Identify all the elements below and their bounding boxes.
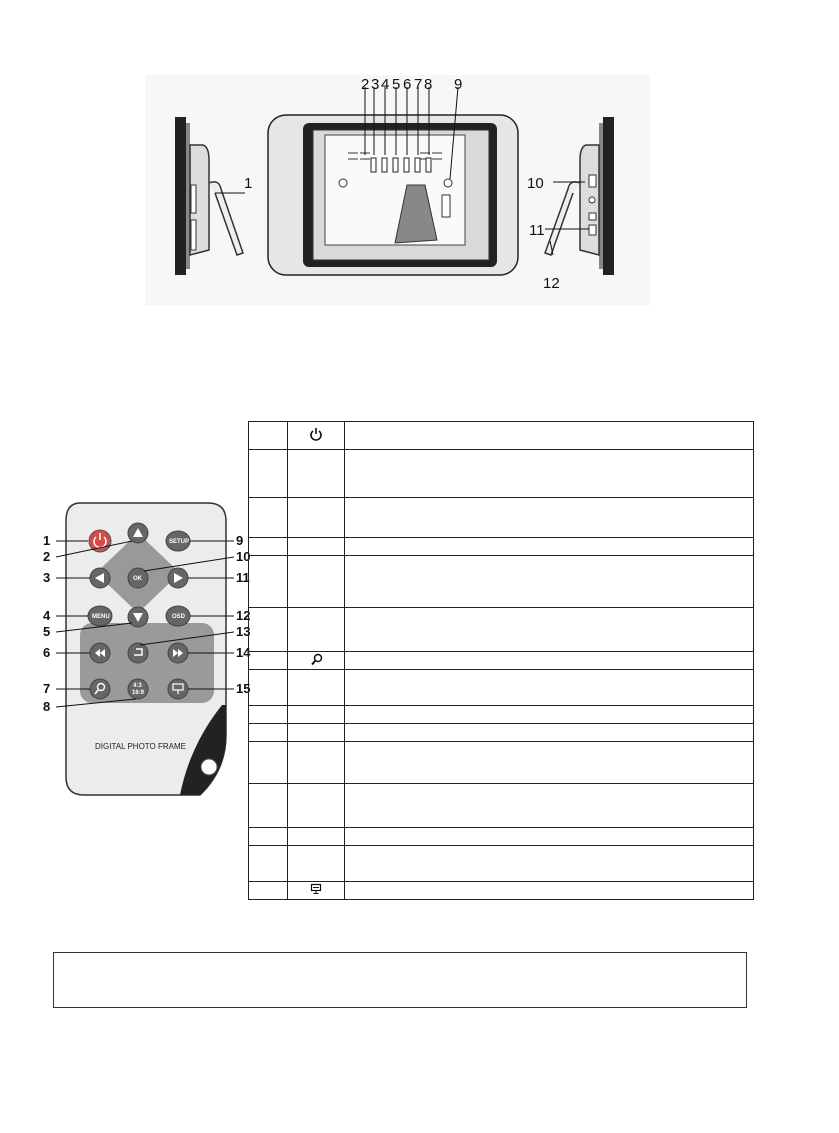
table-cell-icon xyxy=(288,652,345,670)
table-cell-number xyxy=(249,784,288,828)
back-view xyxy=(268,87,518,275)
table-row xyxy=(249,706,754,724)
table-row xyxy=(249,882,754,900)
table-cell-icon xyxy=(288,556,345,608)
callout-4: 4 xyxy=(381,76,390,93)
table-cell-number xyxy=(249,450,288,498)
remote-callout-15: 15 xyxy=(236,681,251,696)
table-cell-description xyxy=(345,538,754,556)
table-cell-icon xyxy=(288,498,345,538)
table-cell-icon xyxy=(288,706,345,724)
table-cell-icon xyxy=(288,828,345,846)
table-cell-description xyxy=(345,724,754,742)
remote-callout-5: 5 xyxy=(43,624,51,639)
remote-callout-1: 1 xyxy=(43,533,51,548)
table-row xyxy=(249,450,754,498)
table-cell-icon xyxy=(288,846,345,882)
table-cell-description xyxy=(345,706,754,724)
table-cell-description xyxy=(345,450,754,498)
remote-callout-12: 12 xyxy=(236,608,251,623)
remote-control-drawing xyxy=(40,495,255,805)
table-cell-description xyxy=(345,608,754,652)
setup-button-label: SETUP xyxy=(169,539,190,545)
callout-1: 1 xyxy=(244,175,253,192)
callout-2: 2 xyxy=(361,76,370,93)
table-cell-icon xyxy=(288,450,345,498)
table-row xyxy=(249,556,754,608)
table-row xyxy=(249,724,754,742)
remote-callout-11: 11 xyxy=(236,570,250,585)
table-cell-description xyxy=(345,846,754,882)
table-row xyxy=(249,498,754,538)
power-icon xyxy=(309,427,323,444)
table-cell-description xyxy=(345,742,754,784)
table-row xyxy=(249,670,754,706)
remote-callout-14: 14 xyxy=(236,645,251,660)
callout-10: 10 xyxy=(527,175,544,192)
table-row xyxy=(249,422,754,450)
table-row xyxy=(249,538,754,556)
remote-callout-7: 7 xyxy=(43,681,51,696)
remote-function-table-body xyxy=(249,422,754,900)
table-cell-number xyxy=(249,846,288,882)
table-cell-number xyxy=(249,670,288,706)
ratio-top-label: 4:3 xyxy=(133,683,142,689)
table-cell-icon xyxy=(288,784,345,828)
zoom-icon xyxy=(310,653,323,669)
table-row xyxy=(249,742,754,784)
table-row xyxy=(249,608,754,652)
table-cell-number xyxy=(249,422,288,450)
table-cell-number xyxy=(249,724,288,742)
table-cell-number xyxy=(249,742,288,784)
callout-6: 6 xyxy=(403,76,412,93)
table-row xyxy=(249,784,754,828)
table-cell-icon xyxy=(288,608,345,652)
table-cell-number xyxy=(249,652,288,670)
callout-7: 7 xyxy=(414,76,423,93)
photo-frame-drawing xyxy=(145,75,650,305)
remote-callout-8: 8 xyxy=(43,699,51,714)
ratio-bottom-label: 16:9 xyxy=(132,690,145,696)
callout-3: 3 xyxy=(371,76,380,93)
table-cell-icon xyxy=(288,724,345,742)
remote-callout-6: 6 xyxy=(43,645,51,660)
table-cell-description xyxy=(345,784,754,828)
table-cell-icon xyxy=(288,882,345,900)
callout-9: 9 xyxy=(454,76,463,93)
table-row xyxy=(249,652,754,670)
table-cell-description xyxy=(345,828,754,846)
table-cell-icon xyxy=(288,742,345,784)
remote-callout-10: 10 xyxy=(236,549,251,564)
remote-control-illustration xyxy=(40,495,255,805)
remote-callout-3: 3 xyxy=(43,570,51,585)
remote-callout-9: 9 xyxy=(236,533,244,548)
table-cell-number xyxy=(249,882,288,900)
note-box xyxy=(53,952,747,1008)
table-cell-icon xyxy=(288,538,345,556)
left-side-view xyxy=(175,117,245,275)
table-cell-description xyxy=(345,556,754,608)
remote-brand-text: DIGITAL PHOTO FRAME xyxy=(95,742,186,751)
callout-11: 11 xyxy=(529,222,545,239)
table-cell-description xyxy=(345,652,754,670)
osd-button-label: OSD xyxy=(172,614,186,620)
remote-callout-2: 2 xyxy=(43,549,51,564)
table-cell-number xyxy=(249,608,288,652)
table-cell-description xyxy=(345,670,754,706)
table-cell-icon xyxy=(288,422,345,450)
slideshow-icon xyxy=(310,883,322,898)
table-cell-description xyxy=(345,422,754,450)
table-cell-description xyxy=(345,882,754,900)
table-cell-icon xyxy=(288,670,345,706)
remote-function-table xyxy=(248,421,754,900)
photo-frame-diagram xyxy=(145,75,650,305)
table-cell-description xyxy=(345,498,754,538)
right-side-view xyxy=(545,117,614,275)
remote-callout-4: 4 xyxy=(43,608,51,623)
callout-5: 5 xyxy=(392,76,401,93)
table-cell-number xyxy=(249,498,288,538)
table-cell-number xyxy=(249,706,288,724)
table-row xyxy=(249,846,754,882)
callout-8: 8 xyxy=(424,76,433,93)
table-row xyxy=(249,828,754,846)
menu-button-label: MENU xyxy=(92,614,110,620)
callout-12: 12 xyxy=(543,275,560,292)
ok-button-label: OK xyxy=(133,576,142,582)
table-cell-number xyxy=(249,538,288,556)
table-cell-number xyxy=(249,556,288,608)
remote-callout-13: 13 xyxy=(236,624,251,639)
table-cell-number xyxy=(249,828,288,846)
